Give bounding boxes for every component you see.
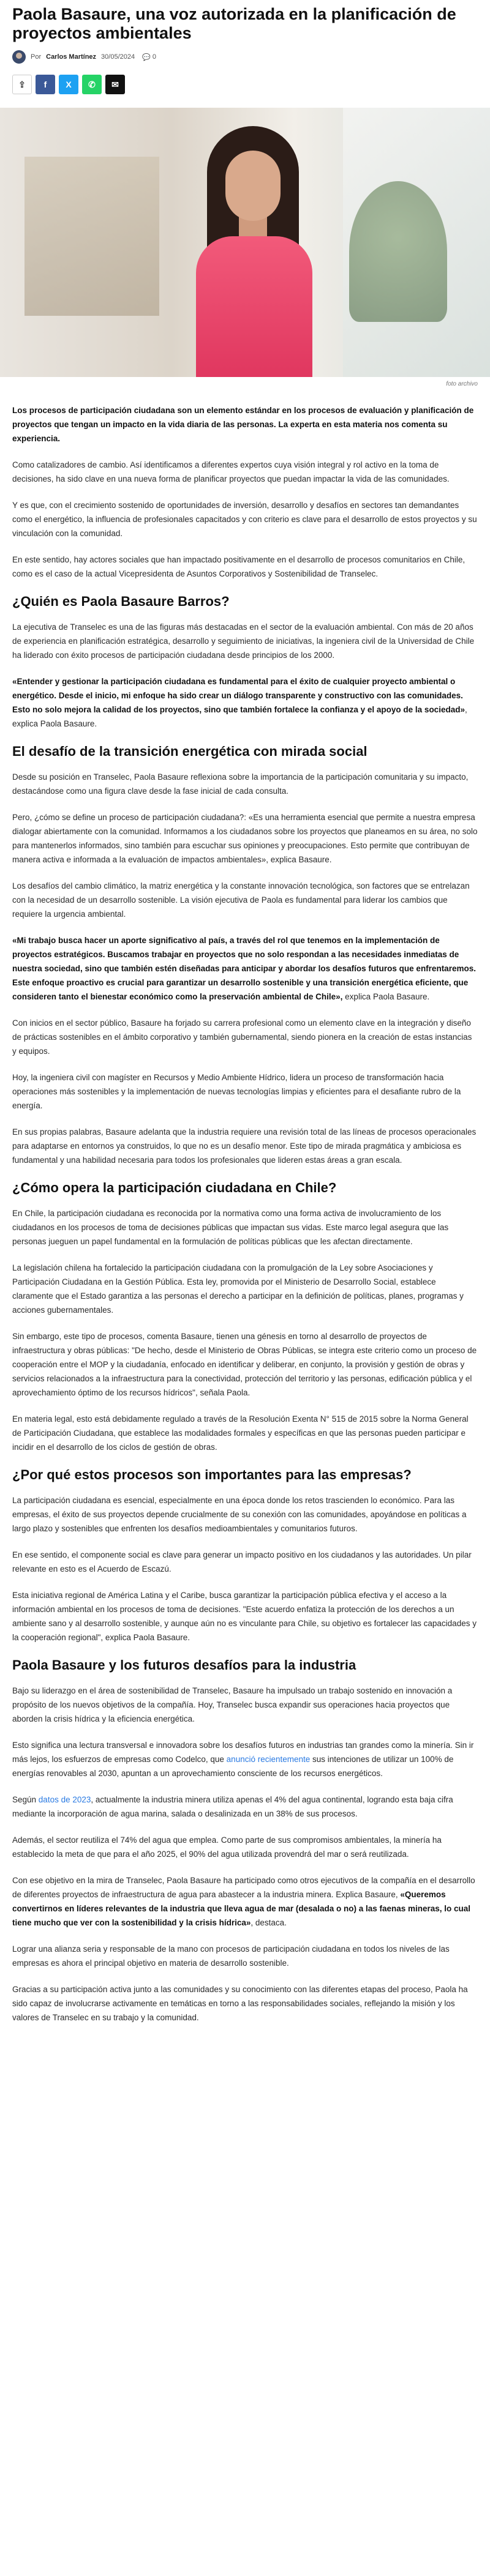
article-meta [12, 50, 478, 64]
background-shelf [24, 157, 159, 316]
share-bar [12, 75, 478, 94]
article-title: Paola Basaure, una voz autorizada en la planificación de proyectos ambientales [12, 5, 456, 42]
whatsapp-icon[interactable]: ✆ [82, 75, 102, 94]
quote-attribution: , explica Paola Basaure. [12, 705, 467, 728]
paragraph: En Chile, la participación ciudadana es reconocida por la normativa como una forma activa de involucramiento de los ciudadanos en los procesos de toma de decisiones públicas que impactan sus vidas. Este marco legal asegura que las personas jueguen un papel fundamental en la formulación de políticas públicas que les afectan directamente. [12, 1209, 449, 1246]
facebook-icon[interactable]: f [36, 75, 55, 94]
text-run: , destaca. [251, 1918, 287, 1927]
paragraph [12, 1873, 478, 1930]
pink-top [196, 236, 312, 377]
paragraph: Hoy, la ingeniera civil con magíster en Recursos y Medio Ambiente Hídrico, lidera un proceso de transformación hacia operaciones más sostenibles y la implementación de nuevas tecnologías limpias y eficientes para el desafiante rubro de la energía. [12, 1073, 461, 1110]
paragraph: Gracias a su participación activa junto a las comunidades y su conocimiento con las diferentes etapas del proceso, Paola ha sido capaz de involucrarse activamente en temáticas en torno a las responsabilidades sociales, reflejando la misión y los valores de Transelec en su trabajo y la comunidad. [12, 1985, 468, 2022]
paragraph: En este sentido, hay actores sociales que han impactado positivamente en el desarrollo de procesos comunitarios en Chile, como es el caso de la actual Vicepresidenta de Asuntos Corporativos y Sostenibilidad de Transelec. [12, 555, 466, 578]
section-heading: ¿Quién es Paola Basaure Barros? [12, 594, 230, 609]
paragraph: La participación ciudadana es esencial, especialmente en una época donde los retos trascienden lo económico. Para las empresas, el éxito de sus proyectos depende crucialmente de su conexión con las comunidades, apoyándose en políticas a largo plazo y sostenibles que enfrenten los desafíos medioambientales y comunitarios futuros. [12, 1496, 467, 1533]
paragraph [12, 1793, 478, 1821]
paragraph: La legislación chilena ha fortalecido la participación ciudadana con la promulgación de la Ley sobre Asociaciones y Participación Ciudadana en la Gestión Pública. Esta ley, promovida por el Ministerio de Desarrollo Social, establece claramente que el Estado garantiza a las personas el derecho a participar en la definición de políticas, planes, programas y acciones gubernamentales. [12, 1263, 464, 1315]
quote-text: «Entender y gestionar la participación ciudadana es fundamental para el éxito de cualquier proyecto ambiental o energético. Desde el inicio, mi enfoque ha sido crear un diálogo transparente y constructivo con las comunidades. Esto no solo mejora la calidad de los proyectos, sino que también fortalece la confianza y el apoyo de la sociedad» [12, 677, 465, 714]
article-header [0, 0, 490, 94]
comment-icon: 💬 [142, 53, 151, 61]
paragraph [12, 1738, 478, 1780]
codelco-announcement-link[interactable]: anunció recientemente [226, 1755, 311, 1764]
text-run: Según [12, 1795, 39, 1804]
paragraph: En ese sentido, el componente social es clave para generar un impacto positivo en los ciudadanos y las autoridades. Un pilar relevante en esto es el Acuerdo de Escazú. [12, 1550, 472, 1574]
paragraph: Además, el sector reutiliza el 74% del agua que emplea. Como parte de sus compromisos ambientales, la minería ha establecido la meta de que para el año 2025, el 90% del agua utilizada provendrá del mar o será reutilizada. [12, 1835, 442, 1859]
comments-number: 0 [152, 53, 156, 61]
article-body [0, 387, 490, 2049]
section-heading: ¿Por qué estos procesos son importantes para las empresas? [12, 1467, 412, 1482]
article-lead: Los procesos de participación ciudadana son un elemento estándar en los procesos de evaluación y planificación de proyectos que tengan un impacto en la vida diaria de las personas. La experta en esta materia nos comenta su experiencia. [12, 406, 474, 443]
quote-text: «Queremos convertirnos en líderes relevantes de la industria que lleva agua de mar (desalada o no) a las faenas mineras, lo cual tiene mucho que ver con la sostenibilidad y la crisis hídrica» [12, 1890, 471, 1927]
text-run: Esto significa una lectura transversal e innovadora sobre los desafíos futuros en industrias tan grandes como la minería. Sin ir más lejos, los esfuerzos de empresas como Codelco, que [12, 1741, 474, 1764]
quote-paragraph [12, 933, 478, 1004]
quote-attribution: explica Paola Basaure. [342, 992, 430, 1001]
text-run: , actualmente la industria minera utiliza apenas el 4% del agua continental, logrando esta baja cifra mediante la incorporación de agua marina, salada o desalinizada en un 38% de sus procesos. [12, 1795, 453, 1818]
paragraph: Sin embargo, este tipo de procesos, comenta Basaure, tienen una génesis en torno al desarrollo de proyectos de infraestructura y obras públicas: "De hecho, desde el Ministerio de Obras Públicas, se integra este criterio como un proceso de cooperación entre el MOP y la ciudadanía, enfocado en identificar y deliberar, en conjunto, la provisión y gestión de obras y servicios relacionados a la infraestructura para la conectividad, protección del territorio y las personas, edificación pública y el aprovechamiento óptimo de los recursos hídricos", señala Paola. [12, 1332, 477, 1397]
email-icon[interactable]: ✉ [105, 75, 125, 94]
quote-text: «Mi trabajo busca hacer un aporte significativo al país, a través del rol que tenemos en la implementación de proyectos estratégicos. Buscamos trabajar en proyectos que no solo respondan a las necesidades inmediatas de nuestra sociedad, sino que también estén diseñadas para anticipar y abordar los desafíos futuros que enfrentaremos. Este enfoque proactivo es crucial para garantizar un desarrollo sostenible y una transición energética eficiente, que consideren tanto el bienestar económico como la preservación ambiental de Chile», [12, 936, 476, 1001]
x-twitter-icon[interactable]: X [59, 75, 78, 94]
paragraph: Bajo su liderazgo en el área de sostenibilidad de Transelec, Basaure ha impulsado un trabajo sostenido en innovación a propósito de los nuevos objetivos de la compañía. Hoy, Transelec busca expandir sus operaciones hacia proyectos que aborden la crisis hídrica y la eficiencia energética. [12, 1686, 453, 1723]
photo-credit: foto archivo [446, 381, 478, 387]
paragraph: En sus propias palabras, Basaure adelanta que la industria requiere una revisión total de las líneas de procesos operacionales para adaptarse en entornos ya construidos, lo que no es un desafío menor. Este tipo de mirada pragmática y ambiciosa es fundamental y una habilidad necesaria para todos los profesionales que lideren estas áreas a gran escala. [12, 1127, 477, 1165]
section-heading: El desafío de la transición energética con mirada social [12, 744, 368, 759]
paragraph: La ejecutiva de Transelec es una de las figuras más destacadas en el sector de la evaluación ambiental. Con más de 20 años de experiencia en planificación estratégica, desarrollo y seguimiento de iniciativas, la ingeniera civil de la Universidad de Chile ha liderado con éxito procesos de participación ciudadana desde principios de los 2000. [12, 622, 475, 660]
comments-count[interactable] [142, 53, 156, 61]
author-prefix: Por [31, 53, 42, 61]
paragraph: Desde su posición en Transelec, Paola Basaure reflexiona sobre la importancia de la participación comunitaria y su impacto, destacándose como una figura clave desde la fase inicial de cada consulta. [12, 772, 469, 796]
paragraph: En materia legal, esto está debidamente regulado a través de la Resolución Exenta N° 515 de 2015 sobre la Norma General de Participación Ciudadana, que establece las modalidades formales y específicas en que las personas pueden participar e incidir en el desarrollo de los ciclos de gestión de obras. [12, 1414, 469, 1452]
section-heading: Paola Basaure y los futuros desafíos para la industria [12, 1657, 356, 1673]
portrait-person [184, 126, 325, 377]
hero-photo [0, 108, 490, 377]
share-icon[interactable]: ⇪ [12, 75, 32, 94]
text-run: sus intenciones de utilizar un 100% de energías renovables al 2030, apuntan a un aprovechamiento consciente de los recursos energéticos. [12, 1755, 454, 1778]
publish-date: 30/05/2024 [101, 53, 135, 61]
quote-paragraph [12, 674, 478, 731]
text-run: Con ese objetivo en la mira de Transelec, Paola Basaure ha participado como otros ejecutivos de la compañía en el desarrollo de diferentes proyectos de infraestructura de agua para abastecer a la industria minera. Explica Basaure, [12, 1876, 475, 1899]
data-2023-link[interactable]: datos de 2023 [38, 1795, 91, 1804]
paragraph: Lograr una alianza seria y responsable de la mano con procesos de participación ciudadana en todos los niveles de las empresas es ahora el principal objetivo en materia de desarrollo sostenible. [12, 1944, 450, 1968]
author-avatar[interactable] [12, 50, 26, 64]
background-plant [349, 181, 447, 322]
paragraph: Con inicios en el sector público, Basaure ha forjado su carrera profesional como un elemento clave en la integración y diseño de prácticas sostenibles en el ámbito corporativo y también gubernamental, siendo pionera en la creación de estas instancias y equipos. [12, 1018, 472, 1056]
section-heading: ¿Cómo opera la participación ciudadana en Chile? [12, 1180, 337, 1195]
paragraph: Los desafíos del cambio climático, la matriz energética y la constante innovación tecnológica, son factores que se entrelazan con la necesidad de un desarrollo sostenible. La visión ejecutiva de Paola es fundamental para liderar los cambios que requiere la urgencia ambiental. [12, 881, 470, 919]
author-name[interactable]: Carlos Martínez [46, 53, 97, 61]
paragraph: Y es que, con el crecimiento sostenido de oportunidades de inversión, desarrollo y desafíos en sectores tan demandantes como el energético, la influencia de profesionales capacitados y con criterio es clave para el desarrollo de estos proyectos y su vinculación con la comunidad. [12, 501, 477, 538]
face [225, 151, 281, 221]
paragraph: Esta iniciativa regional de América Latina y el Caribe, busca garantizar la participación pública efectiva y el acceso a la información ambiental en los procesos de toma de decisiones. "Este acuerdo enfatiza la protección de los derechos a un ambiente sano y al desarrollo sostenible, y aunque aún no es vinculante para Chile, su objetivo es fortalecer las capacidades y la cooperación regional", explica Paola Basaure. [12, 1591, 477, 1642]
paragraph: Pero, ¿cómo se define un proceso de participación ciudadana?: «Es una herramienta esencial que permite a nuestra empresa dialogar abiertamente con la comunidad. Informamos a los ciudadanos sobre los proyectos que planeamos en su área, no solo para mantenerlos informados, sino también para escuchar sus opiniones y preocupaciones. Esto permite que contribuyan de manera activa e informada a la evaluación de impactos ambientales», explica Basaure. [12, 813, 478, 864]
paragraph: Como catalizadores de cambio. Así identificamos a diferentes expertos cuya visión integral y rol activo en la toma de decisiones, ha sido clave en una nueva forma de planificar proyectos que puedan impactar la vida de las comunidades. [12, 460, 450, 483]
